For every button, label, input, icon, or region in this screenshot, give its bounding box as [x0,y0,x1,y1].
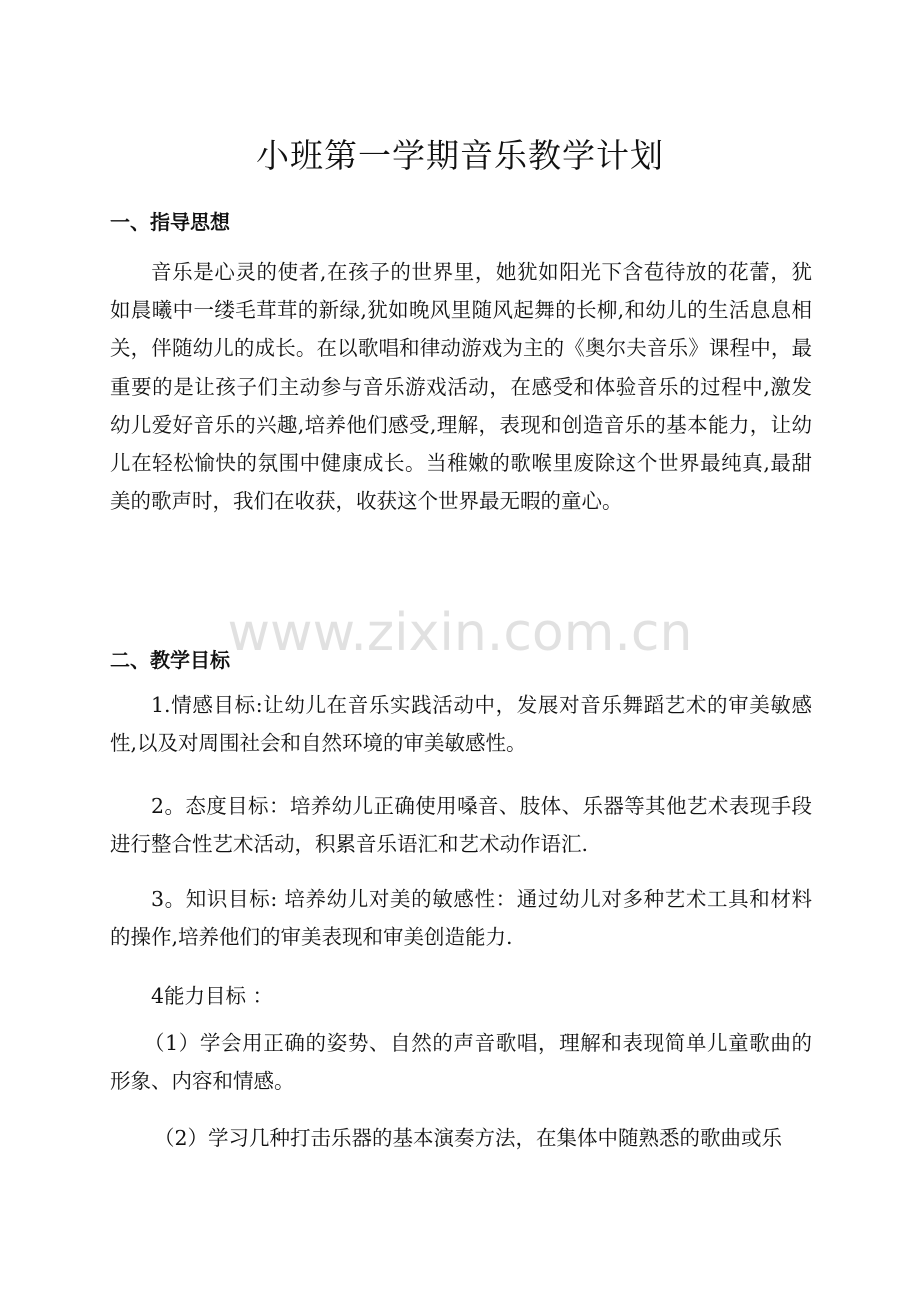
paragraph-ability-item-1: （1）学会用正确的姿势、自然的声音歌唱，理解和表现简单儿童歌曲的形象、内容和情感。 [110,1031,812,1094]
section-heading-teaching-goals: 二、教学目标 [110,648,230,672]
paragraph-ability-item-2: （2）学习几种打击乐器的基本演奏方法，在集体中随熟悉的歌曲或乐 [154,1126,783,1150]
paragraph-goal-knowledge: 3。知识目标: 培养幼儿对美的敏感性：通过幼儿对多种艺术工具和材料的操作,培养他们的审美表现和审美创造能力. [110,887,812,950]
section-heading-guiding-ideology: 一、指导思想 [110,210,230,234]
watermark: www.zixin.com.cn [227,603,693,663]
paragraph-goal-attitude: 2。态度目标：培养幼儿正确使用嗓音、肢体、乐器等其他艺术表现手段进行整合性艺术活动，积累音乐语汇和艺术动作语汇. [110,794,812,857]
paragraph-goal-emotion: 1.情感目标:让幼儿在音乐实践活动中，发展对音乐舞蹈艺术的审美敏感性,以及对周围社会和自然环境的审美敏感性。 [110,693,812,756]
paragraph-goal-ability: 4能力目标 ： [151,984,274,1008]
paragraph-guiding-ideology: 音乐是心灵的使者,在孩子的世界里，她犹如阳光下含苞待放的花蕾，犹如晨曦中一缕毛茸茸的新绿,犹如晚风里随风起舞的长柳,和幼儿的生活息息相关，伴随幼儿的成长。在以歌唱和律动游戏为主的《奥尔夫音乐》课程中，最重要的是让孩子们主动参与音乐游戏活动，在感受和体验音乐的过程中,激发幼儿爱好音乐的兴趣,培养他们感受,理解，表现和创造音乐的基本能力，让幼儿在轻松愉快的氛围中健康成长。当稚嫩的歌喉里废除这个世界最纯真,最甜美的歌声时，我们在收获，收获这个世界最无暇的童心。 [110,260,812,514]
document-title: 小班第一学期音乐教学计划 [256,136,664,175]
